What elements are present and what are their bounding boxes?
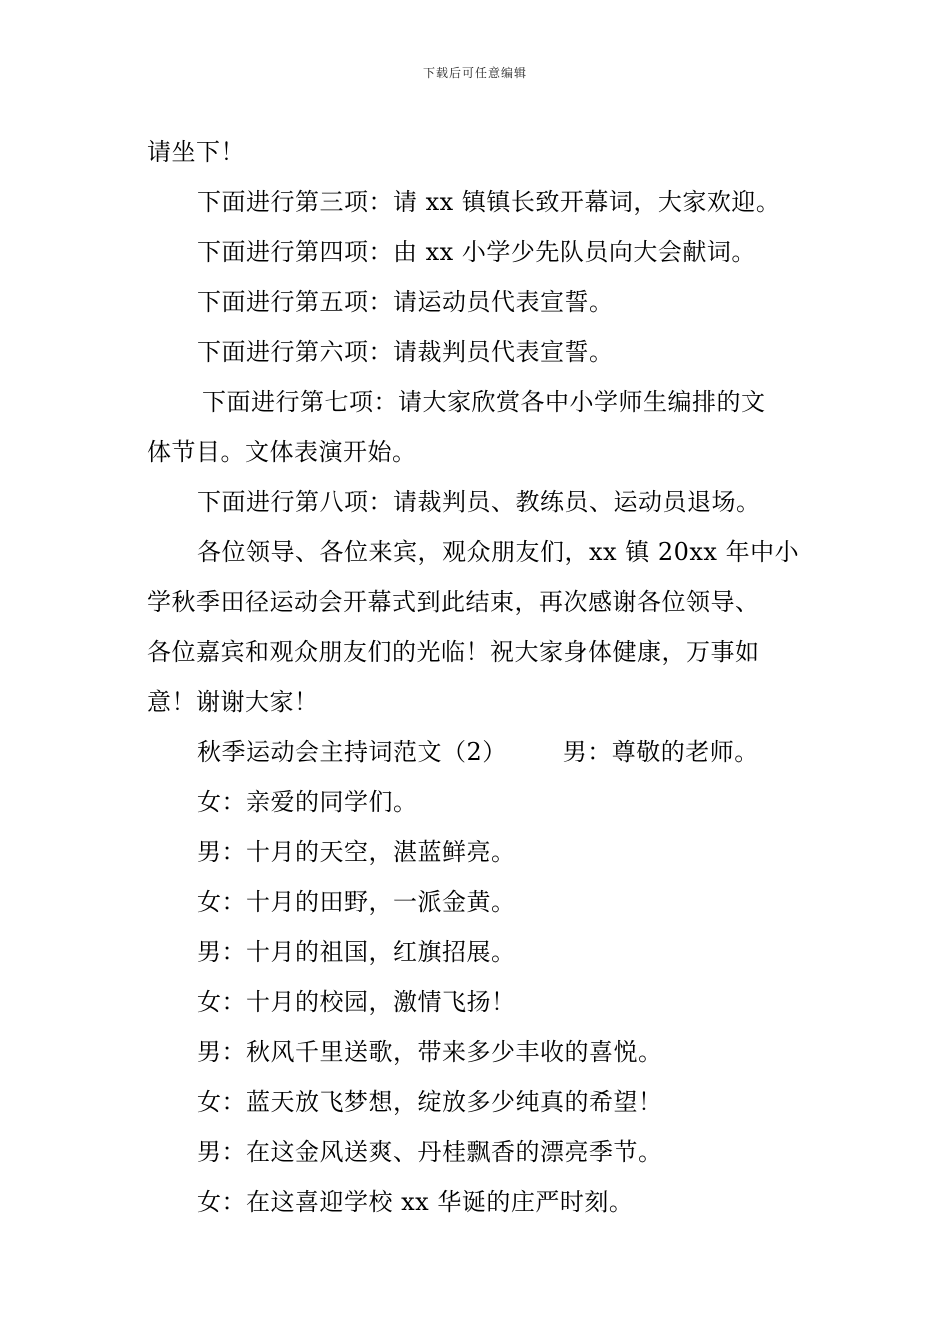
text-line: 下面进行第七项：请大家欣赏各中小学师生编排的文 (202, 388, 766, 416)
dialogue-line: 女：亲爱的同学们。 (197, 788, 418, 816)
text-line: 各位嘉宾和观众朋友们的光临！祝大家身体健康，万事如 (147, 638, 760, 666)
dialogue-line: 男：十月的天空，湛蓝鲜亮。 (197, 838, 516, 866)
text-line: 学秋季田径运动会开幕式到此结束，再次感谢各位领导、 (147, 588, 760, 616)
text-line: 下面进行第三项：请 xx 镇镇长致开幕词，大家欢迎。 (197, 188, 781, 216)
section-title-line (147, 727, 807, 777)
dialogue-line: 男：尊敬的老师。 (562, 738, 759, 766)
text-line: 下面进行第八项：请裁判员、教练员、运动员退场。 (197, 488, 761, 516)
text-line: 下面进行第五项：请运动员代表宣誓。 (197, 288, 614, 316)
section-title: 秋季运动会主持词范文（2） (197, 738, 507, 766)
document-body (147, 127, 807, 1227)
dialogue-line: 男：十月的祖国，红旗招展。 (197, 938, 516, 966)
text-line: 下面进行第四项：由 xx 小学少先队员向大会献词。 (197, 238, 756, 266)
dialogue-line: 男：秋风千里送歌，带来多少丰收的喜悦。 (197, 1038, 663, 1066)
text-line: 各位领导、各位来宾，观众朋友们，xx 镇 20xx 年中小 (197, 538, 800, 566)
dialogue-line: 女：十月的田野，一派金黄。 (197, 888, 516, 916)
dialogue-line: 女：蓝天放飞梦想，绽放多少纯真的希望！ (197, 1088, 663, 1116)
text-line: 体节目。文体表演开始。 (147, 438, 417, 466)
text-line: 请坐下！ (147, 138, 245, 166)
text-line: 意！谢谢大家！ (147, 688, 319, 716)
text-line: 下面进行第六项：请裁判员代表宣誓。 (197, 338, 614, 366)
page-header: 下载后可任意编辑 (422, 66, 527, 80)
dialogue-line: 女：十月的校园，激情飞扬！ (197, 988, 516, 1016)
dialogue-line: 女：在这喜迎学校 xx 华诞的庄严时刻。 (197, 1188, 634, 1216)
dialogue-line: 男：在这金风送爽、丹桂飘香的漂亮季节。 (197, 1138, 663, 1166)
